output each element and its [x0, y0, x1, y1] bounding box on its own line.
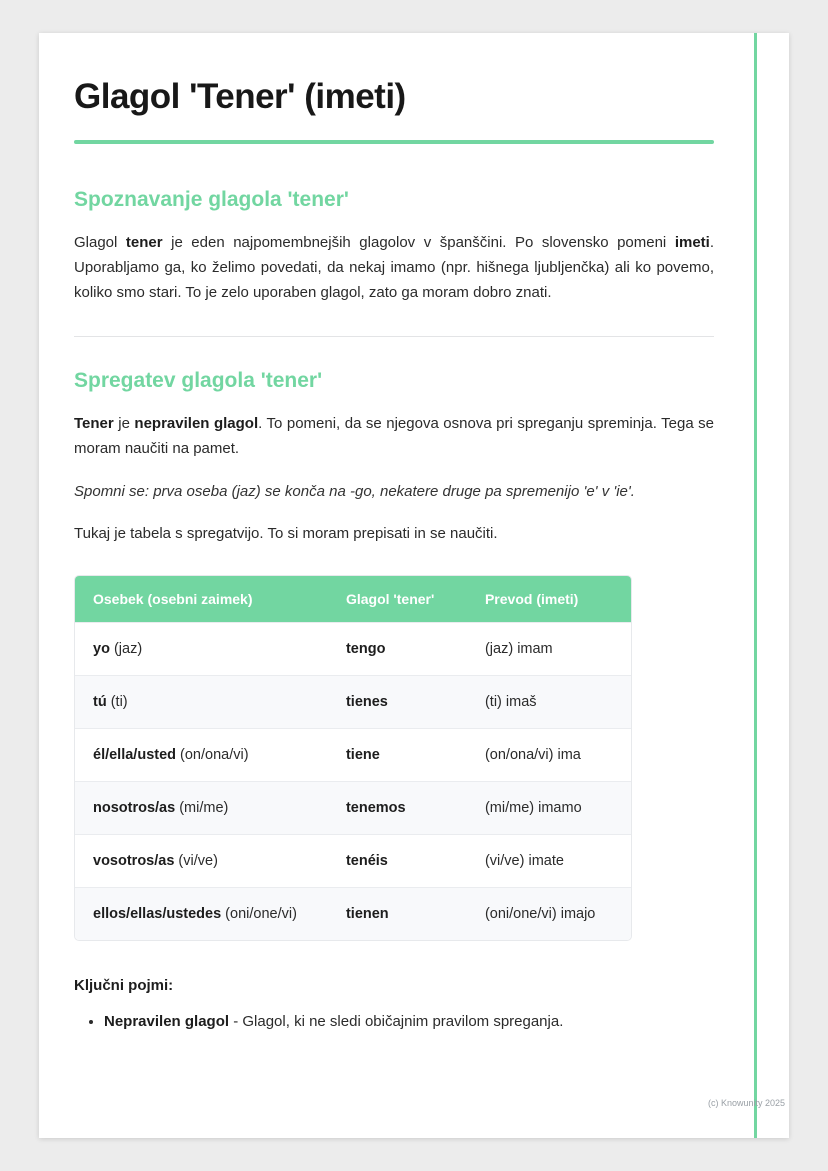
cell-verb — [328, 781, 467, 834]
conjugation-table — [74, 575, 632, 941]
text-segment: je eden najpomembnejših glagolov v španščini. Po slovensko pomeni — [162, 234, 675, 252]
cell-translation: (mi/me) imamo — [467, 781, 631, 834]
cell-pronoun — [75, 781, 328, 834]
cell-verb — [328, 887, 467, 940]
pronoun-bold: vosotros/as — [93, 853, 175, 870]
cell-translation: (ti) imaš — [467, 675, 631, 728]
pronoun-rest: (ti) — [106, 694, 128, 711]
table-row — [75, 887, 631, 940]
verb-form: tengo — [345, 641, 386, 658]
text-segment: . Uporabljamo ga, ko želimo povedati, da nekaj imamo (npr. hišnega ljubljenčka) ali ko povemo, koliko smo stari. To je zelo uporaben glagol, zato ga moram dobro znati. — [74, 234, 714, 301]
text-segment-bold: imeti — [674, 234, 710, 252]
text-segment-bold: tener — [125, 234, 163, 252]
cell-pronoun — [75, 675, 328, 728]
cell-pronoun — [75, 622, 328, 675]
key-terms-list — [74, 1010, 714, 1034]
text-segment: je — [113, 415, 135, 433]
verb-form: tienes — [345, 694, 388, 711]
copyright-footer: (c) Knowunity 2025 — [707, 1098, 785, 1108]
notebook-margin-line — [754, 33, 757, 1138]
verb-form: tiene — [345, 747, 380, 764]
pronoun-rest: (jaz) — [109, 641, 143, 658]
cell-translation: (on/ona/vi) ima — [467, 728, 631, 781]
table-header-row — [75, 576, 631, 622]
document-page — [39, 33, 789, 1138]
pronoun-bold: ellos/ellas/ustedes — [93, 906, 222, 923]
cell-verb — [328, 728, 467, 781]
cell-verb — [328, 834, 467, 887]
section-heading-conjugation: Spregatev glagola 'tener' — [74, 368, 323, 392]
intro-paragraph — [74, 231, 714, 305]
text-segment: . To pomeni, da se njegova osnova pri spreganju spreminja. Tega se moram naučiti na pamet. — [74, 415, 714, 457]
table-intro-paragraph: Tukaj je tabela s spregatvijo. To si moram prepisati in se naučiti. — [74, 525, 498, 543]
pronoun-bold: nosotros/as — [93, 800, 176, 817]
column-header-translation: Prevod (imeti) — [467, 576, 631, 622]
pronoun-rest: (oni/one/vi) — [221, 906, 297, 923]
cell-translation: (vi/ve) imate — [467, 834, 631, 887]
text-segment: Glagol — [74, 234, 126, 252]
pronoun-rest: (vi/ve) — [174, 853, 218, 870]
key-terms-heading: Ključni pojmi: — [74, 977, 174, 995]
pronoun-bold: yo — [93, 641, 110, 658]
cell-translation: (jaz) imam — [467, 622, 631, 675]
table-row — [75, 622, 631, 675]
column-header-pronoun: Osebek (osebni zaimek) — [75, 576, 328, 622]
pronoun-bold: tú — [93, 694, 107, 711]
cell-verb — [328, 675, 467, 728]
column-header-verb: Glagol 'tener' — [328, 576, 467, 622]
table-row — [75, 728, 631, 781]
page-title: Glagol 'Tener' (imeti) — [74, 77, 406, 116]
pronoun-rest: (on/ona/vi) — [176, 747, 249, 764]
verb-form: tenéis — [345, 853, 388, 870]
pronoun-rest: (mi/me) — [175, 800, 229, 817]
title-underline — [74, 140, 714, 144]
key-term-item — [104, 1010, 714, 1034]
table-row — [75, 781, 631, 834]
table-row — [75, 675, 631, 728]
section-divider — [74, 336, 714, 337]
cell-pronoun — [75, 728, 328, 781]
section-heading-intro: Spoznavanje glagola 'tener' — [74, 188, 349, 212]
key-term-definition: - Glagol, ki ne sledi običajnim pravilom spreganja. — [229, 1013, 564, 1031]
pronoun-bold: él/ella/usted — [93, 747, 177, 764]
cell-verb — [328, 622, 467, 675]
cell-translation: (oni/one/vi) imajo — [467, 887, 631, 940]
conjugation-intro-paragraph — [74, 412, 714, 462]
cell-pronoun — [75, 887, 328, 940]
verb-form: tienen — [345, 906, 389, 923]
table-row — [75, 834, 631, 887]
reminder-note: Spomni se: prva oseba (jaz) se konča na -go, nekatere druge pa spremenijo 'e' v 'ie'. — [74, 482, 635, 500]
verb-form: tenemos — [345, 800, 406, 817]
text-segment-bold: Tener — [74, 415, 114, 433]
key-term: Nepravilen glagol — [104, 1013, 230, 1031]
text-segment-bold: nepravilen glagol — [134, 415, 259, 433]
cell-pronoun — [75, 834, 328, 887]
